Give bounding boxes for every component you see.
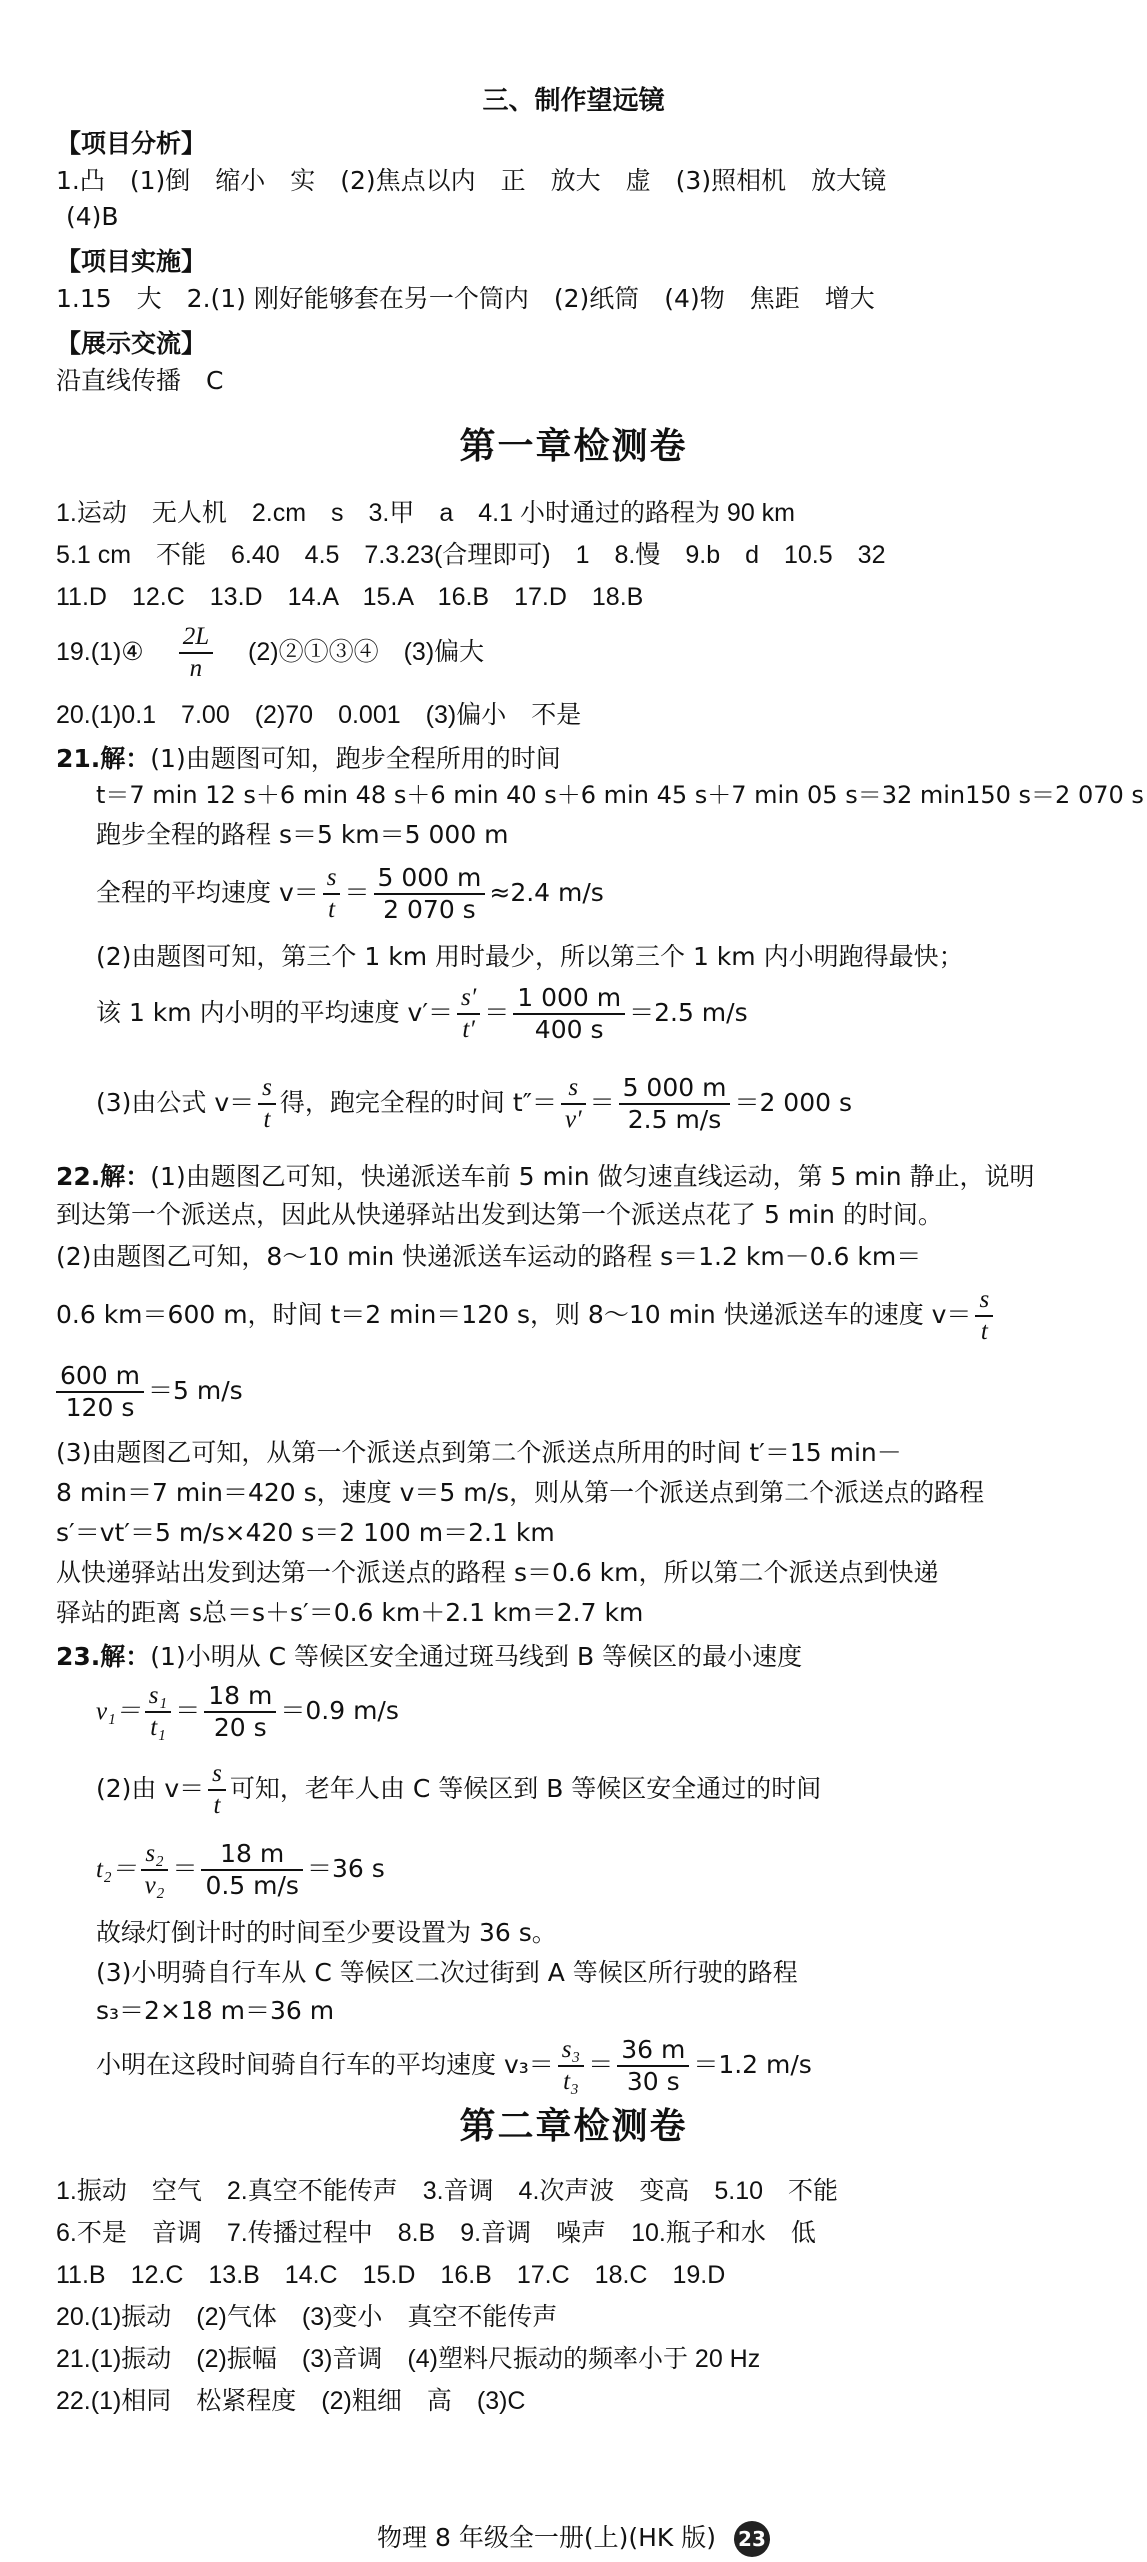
frac-num: s: [975, 1285, 993, 1317]
frac-den: 120 s: [65, 1393, 135, 1422]
ch1-q21-line-6: [96, 978, 1097, 1048]
equals: ＝: [484, 998, 510, 1027]
ch1-q20: 20.(1)0.1 7.00 (2)70 0.001 (3)偏小 不是: [56, 701, 582, 729]
frac-den: v′: [564, 1106, 582, 1133]
ch1-q21-line-5: (2)由题图可知，第三个 1 km 用时最少，所以第三个 1 km 内小明跑得最快；: [96, 942, 964, 971]
frac-den: t′: [462, 1016, 475, 1043]
q23-frac-values-2: [201, 1839, 303, 1901]
exchange-line-1: 沿直线传播 C: [56, 366, 224, 395]
frac-num: 600 m: [56, 1361, 144, 1393]
q21-frac-values-3: [619, 1073, 731, 1135]
ch1-q23-line-7: s₃＝2×18 m＝36 m: [96, 1996, 335, 2025]
q21-result: ≈2.4 m/s: [489, 878, 604, 907]
q19-fraction-num: 2L: [179, 622, 213, 654]
q23-formula-label: (2)由 v＝: [96, 1774, 205, 1803]
q22-head: 22.解：: [56, 1162, 151, 1191]
ch1-q23-line-4: [96, 1834, 1097, 1904]
frac-den: v₂: [144, 1872, 165, 1899]
q23-frac-s-t: [208, 1759, 226, 1821]
ch1-q23-line-2: [96, 1676, 1097, 1746]
q23-result-2: ＝36 s: [306, 1854, 385, 1883]
frac-num: s₂: [141, 1839, 169, 1871]
chapter1-title: 第一章检测卷: [459, 426, 688, 467]
q22-speed-label: 0.6 km＝600 m，时间 t＝2 min＝120 s，则 8～10 min 快递派送车的速度 v＝: [56, 1300, 972, 1329]
q23-text-1: (1)小明从 C 等候区安全通过斑马线到 B 等候区的最小速度: [150, 1642, 803, 1671]
q21-avg-speed-label: 全程的平均速度 v＝: [96, 878, 319, 907]
ch1-q22-line-8: s′＝vt′＝5 m/s×420 s＝2 100 m＝2.1 km: [56, 1518, 555, 1547]
implement-line-1: 1.15 大 2.(1) 刚好能够套在另一个筒内 (2)纸筒 (4)物 焦距 增大: [56, 284, 875, 313]
q23-avg-speed-label: 小明在这段时间骑自行车的平均速度 v₃＝: [96, 2050, 554, 2079]
q22-text-1: (1)由题图乙可知，快递派送车前 5 min 做匀速直线运动，第 5 min 静止，说明: [150, 1162, 1035, 1191]
frac-num: s₃: [558, 2035, 584, 2067]
page-number: 23: [734, 2521, 770, 2557]
frac-num: 5 000 m: [374, 863, 486, 895]
equals: ＝: [172, 1854, 198, 1883]
frac-num: s′: [457, 983, 480, 1015]
implement-header: 【项目实施】: [56, 247, 207, 276]
frac-den: 2 070 s: [383, 895, 476, 924]
ch1-q21-line-3: 跑步全程的路程 s＝5 km＝5 000 m: [96, 820, 509, 849]
frac-num: 1 000 m: [513, 983, 625, 1015]
ch1-answers-line-1: 1.运动 无人机 2.cm s 3.甲 a 4.1 小时通过的路程为 90 km: [56, 499, 796, 527]
ch2-answers-line-2: 6.不是 音调 7.传播过程中 8.B 9.音调 噪声 10.瓶子和水 低: [56, 2219, 816, 2247]
ch1-q22-line-1: [56, 1160, 1097, 1194]
q19-fraction-den: n: [189, 655, 203, 683]
equals: ＝: [175, 1696, 201, 1725]
frac-den: 0.5 m/s: [205, 1871, 299, 1900]
q21-head: 21.解：: [56, 744, 151, 773]
q21-formula-label: (3)由公式 v＝: [96, 1088, 255, 1117]
frac-den: t: [263, 1106, 271, 1133]
q23-frac-s2-v2: [141, 1839, 169, 1901]
ch1-q22-line-3: (2)由题图乙可知，8～10 min 快递派送车运动的路程 s＝1.2 km－0.6 km＝: [56, 1242, 922, 1271]
ch1-q22-line-2: 到达第一个派送点，因此从快递驿站出发到达第一个派送点花了 5 min 的时间。: [56, 1200, 943, 1229]
equals: ＝: [344, 878, 370, 907]
frac-num: s: [258, 1073, 276, 1105]
frac-den: t₃: [563, 2068, 579, 2095]
frac-num: 36 m: [617, 2035, 689, 2067]
q21-frac-values-2: [513, 983, 625, 1045]
ch1-q21-line-4: [96, 858, 1097, 928]
ch1-q22-line-4: [56, 1280, 1097, 1350]
frac-num: s₁: [145, 1681, 171, 1713]
q21-frac-s-t-3: [258, 1073, 276, 1135]
ch1-q22-line-10: 驿站的距离 s总＝s＋s′＝0.6 km＋2.1 km＝2.7 km: [56, 1598, 644, 1627]
q22-frac-s-t: [975, 1285, 993, 1347]
q23-frac-values-3: [617, 2035, 689, 2097]
ch1-q23-line-3: [96, 1754, 1097, 1824]
q21-time-label: 得，跑完全程的时间 t″＝: [279, 1088, 557, 1117]
q21-frac-s-v: [561, 1073, 586, 1135]
ch1-q22-line-9: 从快递驿站出发到达第一个派送点的路程 s＝0.6 km，所以第二个派送点到快递: [56, 1558, 939, 1587]
ch1-q21-line-2: t＝7 min 12 s＋6 min 48 s＋6 min 40 s＋6 min 45 s＋7 min 05 s＝32 min150 s＝2 070 s: [96, 781, 1144, 809]
frac-den: 30 s: [626, 2067, 680, 2096]
chapter2-title: 第二章检测卷: [459, 2106, 688, 2147]
q23-v1-label: v₁＝: [96, 1698, 141, 1725]
frac-den: 400 s: [534, 1015, 604, 1044]
ch1-q22-line-7: 8 min＝7 min＝420 s，速度 v＝5 m/s，则从第一个派送点到第二个派送点的路程: [56, 1478, 985, 1507]
q22-frac-values: [56, 1361, 144, 1423]
ch1-q23-line-1: [56, 1640, 1097, 1674]
frac-den: t₁: [150, 1714, 166, 1741]
ch1-q23-line-8: [96, 2030, 1097, 2100]
q21-frac-values: [374, 863, 486, 925]
ch1-q19: [56, 620, 1097, 684]
frac-den: 20 s: [213, 1713, 267, 1742]
analysis-line-2: (4)B: [66, 202, 119, 231]
section-title: 三、制作望远镜: [482, 86, 665, 116]
q23-text-3: 可知，老年人由 C 等候区到 B 等候区安全通过的时间: [229, 1774, 822, 1803]
ch1-q21-line-1: [56, 742, 1097, 776]
q21-frac-s-t: [323, 863, 341, 925]
frac-num: 5 000 m: [619, 1073, 731, 1105]
equals: ＝: [588, 2050, 614, 2079]
frac-den: t: [213, 1792, 221, 1819]
q21-frac-s-t-prime: [457, 983, 480, 1045]
q19-part-a: 19.(1)④: [56, 638, 144, 666]
page-footer: [0, 2518, 1147, 2557]
frac-num: s: [208, 1759, 226, 1791]
footer-book-title: 物理 8 年级全一册(上)(HK 版): [377, 2523, 716, 2552]
q22-result: ＝5 m/s: [148, 1376, 243, 1405]
ch1-q23-line-5: 故绿灯倒计时的时间至少要设置为 36 s。: [96, 1918, 557, 1947]
ch2-answers-line-3: 11.B 12.C 13.B 14.C 15.D 16.B 17.C 18.C 19.D: [56, 2261, 726, 2289]
frac-num: s: [561, 1073, 586, 1105]
q23-result-3: ＝1.2 m/s: [693, 2050, 812, 2079]
ch1-q22-line-6: (3)由题图乙可知，从第一个派送点到第二个派送点所用的时间 t′＝15 min－: [56, 1438, 902, 1467]
q23-head: 23.解：: [56, 1642, 151, 1671]
q21-text-1: (1)由题图可知，跑步全程所用的时间: [150, 744, 561, 773]
frac-num: 18 m: [201, 1839, 303, 1871]
ch2-answers-line-1: 1.振动 空气 2.真空不能传声 3.音调 4.次声波 变高 5.10 不能: [56, 2177, 839, 2205]
ch1-q21-line-7: [96, 1068, 1097, 1138]
q23-frac-values-1: [204, 1681, 276, 1743]
ch2-answers-line-4: 20.(1)振动 (2)气体 (3)变小 真空不能传声: [56, 2303, 558, 2331]
q21-segment-speed-label: 该 1 km 内小明的平均速度 v′＝: [96, 998, 453, 1027]
q21-result-2: ＝2.5 m/s: [629, 998, 748, 1027]
q23-frac-s3-t3: [558, 2035, 584, 2097]
equals: ＝: [589, 1088, 615, 1117]
analysis-line-1: 1.凸 (1)倒 缩小 实 (2)焦点以内 正 放大 虚 (3)照相机 放大镜: [56, 166, 887, 195]
q23-frac-s1-t1: [145, 1681, 171, 1743]
analysis-header: 【项目分析】: [56, 129, 207, 158]
q23-result-1: ＝0.9 m/s: [280, 1696, 399, 1725]
frac-num: s: [323, 863, 341, 895]
ch1-q23-line-6: (3)小明骑自行车从 C 等候区二次过街到 A 等候区所行驶的路程: [96, 1958, 798, 1987]
q21-result-3: ＝2 000 s: [734, 1088, 852, 1117]
exchange-header: 【展示交流】: [56, 329, 207, 358]
ch2-answers-line-6: 22.(1)相同 松紧程度 (2)粗细 高 (3)C: [56, 2387, 526, 2415]
frac-num: 18 m: [204, 1681, 276, 1713]
frac-den: 2.5 m/s: [627, 1105, 722, 1134]
frac-den: t: [328, 896, 336, 923]
q23-t2-label: t₂＝: [96, 1856, 137, 1883]
ch1-answers-line-2: 5.1 cm 不能 6.40 4.5 7.3.23(合理即可) 1 8.慢 9.b d 10.5 32: [56, 541, 886, 569]
q19-part-b: (2)②①③④ (3)偏大: [248, 638, 485, 666]
frac-den: t: [980, 1318, 988, 1345]
ch1-answers-line-3: 11.D 12.C 13.D 14.A 15.A 16.B 17.D 18.B: [56, 583, 644, 611]
q19-fraction: [179, 622, 213, 684]
ch2-answers-line-5: 21.(1)振动 (2)振幅 (3)音调 (4)塑料尺振动的频率小于 20 Hz: [56, 2345, 761, 2373]
ch1-q22-line-5: [56, 1356, 1097, 1426]
